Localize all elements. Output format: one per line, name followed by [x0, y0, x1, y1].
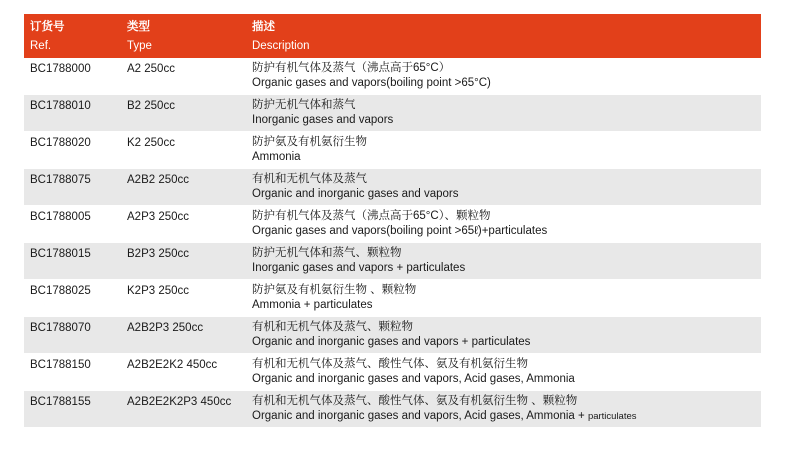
description-zh: 防护无机气体和蒸气、颗粒物	[252, 247, 402, 259]
description-en-line	[252, 150, 367, 165]
table-body	[24, 58, 761, 428]
description-zh: 有机和无机气体及蒸气、颗粒物	[252, 321, 413, 333]
type-cell: A2B2P3 250cc	[127, 322, 204, 334]
description-en-line	[252, 261, 465, 276]
description-cell	[252, 98, 393, 128]
table-row	[24, 317, 761, 354]
description-cell	[252, 209, 547, 239]
description-en-line	[252, 298, 416, 313]
description-cell	[252, 61, 491, 91]
description-column-header	[252, 18, 310, 56]
table-row	[24, 243, 761, 280]
description-zh: 防护氨及有机氨衍生物 、颗粒物	[252, 284, 417, 296]
type-cell: B2P3 250cc	[127, 248, 190, 260]
ref-header-zh: 订货号	[30, 21, 65, 33]
description-en: Organic and inorganic gases and vapors	[252, 188, 459, 200]
ref-cell: BC1788155	[30, 396, 91, 408]
ref-cell: BC1788010	[30, 100, 91, 112]
description-cell	[252, 246, 465, 276]
description-zh: 防护有机气体及蒸气（沸点高于65°C）、颗粒物	[252, 210, 491, 222]
ref-cell: BC1788070	[30, 322, 91, 334]
table-row	[24, 132, 761, 169]
ref-cell: BC1788150	[30, 359, 91, 371]
description-en: Ammonia + particulates	[252, 299, 373, 311]
description-en-line	[252, 224, 547, 239]
description-en-line	[252, 335, 530, 350]
description-en-line	[252, 76, 491, 91]
description-cell	[252, 394, 637, 424]
ref-cell: BC1788075	[30, 174, 91, 186]
description-cell	[252, 357, 575, 387]
description-header-en: Description	[252, 40, 310, 52]
description-en-line	[252, 409, 637, 424]
description-en: Organic and inorganic gases and vapors, Acid gases, Ammonia	[252, 373, 575, 385]
type-cell: A2B2E2K2P3 450cc	[127, 396, 232, 408]
description-en: Inorganic gases and vapors + particulates	[252, 262, 466, 274]
table-row	[24, 280, 761, 317]
ref-cell: BC1788020	[30, 137, 91, 149]
ref-header-en: Ref.	[30, 40, 52, 52]
description-en: Organic and inorganic gases and vapors + particulates	[252, 336, 531, 348]
description-en-small: particulates	[587, 411, 637, 422]
description-zh: 有机和无机气体及蒸气、酸性气体、氨及有机氨衍生物 、颗粒物	[252, 395, 578, 407]
table-row	[24, 206, 761, 243]
type-cell: K2P3 250cc	[127, 285, 190, 297]
ref-cell: BC1788015	[30, 248, 91, 260]
product-table	[24, 14, 761, 428]
type-header-en: Type	[127, 40, 152, 52]
description-cell	[252, 172, 459, 202]
type-column-header	[127, 18, 152, 56]
table-header	[24, 14, 761, 58]
description-cell	[252, 283, 416, 313]
table-row	[24, 354, 761, 391]
description-en: Organic gases and vapors(boiling point >65°C)	[252, 77, 491, 89]
type-cell: A2B2 250cc	[127, 174, 190, 186]
table-row	[24, 391, 761, 428]
description-zh: 有机和无机气体及蒸气	[252, 173, 367, 185]
ref-cell: BC1788025	[30, 285, 91, 297]
ref-cell: BC1788005	[30, 211, 91, 223]
description-zh: 防护无机气体和蒸气	[252, 99, 356, 111]
ref-cell: BC1788000	[30, 63, 91, 75]
description-en: Organic and inorganic gases and vapors, Acid gases, Ammonia +	[252, 410, 588, 422]
type-cell: B2 250cc	[127, 100, 175, 112]
type-cell: K2 250cc	[127, 137, 175, 149]
description-en-line	[252, 372, 575, 387]
type-header-zh: 类型	[127, 21, 150, 33]
description-cell	[252, 320, 530, 350]
table-row	[24, 169, 761, 206]
description-en: Organic gases and vapors(boiling point >65ℓ)+particulates	[252, 225, 548, 237]
description-zh: 有机和无机气体及蒸气、酸性气体、氨及有机氨衍生物	[252, 358, 528, 370]
description-en-line	[252, 113, 393, 128]
description-cell	[252, 135, 367, 165]
description-zh: 防护氨及有机氨衍生物	[252, 136, 367, 148]
table-row	[24, 95, 761, 132]
table-row	[24, 58, 761, 95]
description-en: Ammonia	[252, 151, 301, 163]
description-zh: 防护有机气体及蒸气（沸点高于65°C）	[252, 62, 451, 74]
type-cell: A2B2E2K2 450cc	[127, 359, 218, 371]
description-header-zh: 描述	[252, 21, 275, 33]
ref-column-header	[30, 18, 65, 56]
type-cell: A2P3 250cc	[127, 211, 190, 223]
description-en-line	[252, 187, 459, 202]
type-cell: A2 250cc	[127, 63, 175, 75]
description-en: Inorganic gases and vapors	[252, 114, 394, 126]
